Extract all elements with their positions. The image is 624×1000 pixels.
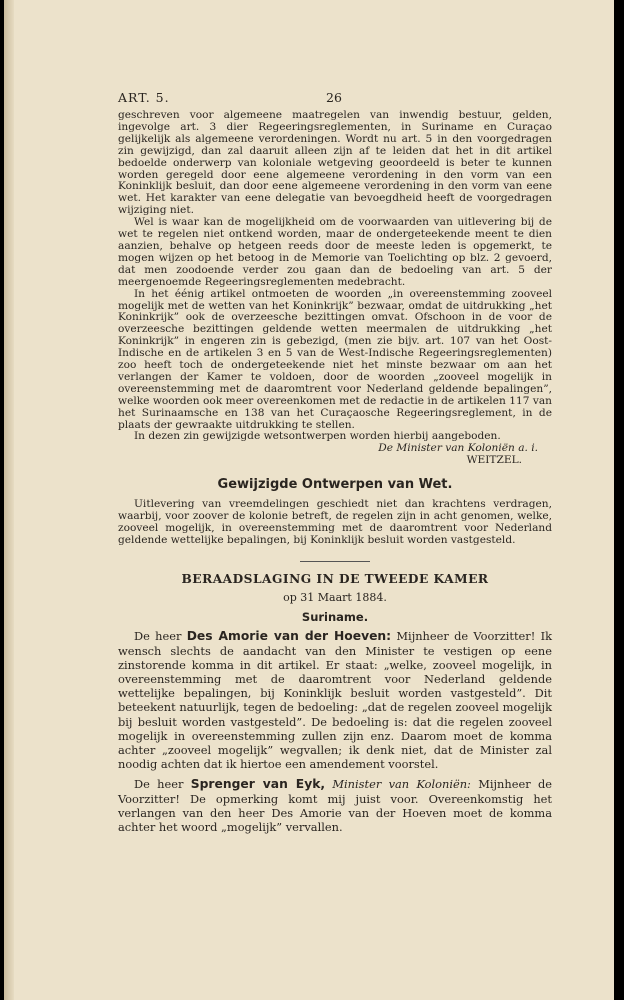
section-divider	[300, 561, 370, 562]
signature-name: WEITZEL.	[466, 454, 522, 467]
speech2-prefix: De heer	[134, 777, 191, 792]
paragraph-1: geschreven voor algemeene maatregelen van inwendig bestuur, gelden, ingevolge art. 3 dier Regeeringsreglementen, in Suriname en Curaçao gelijkelijk als algemeene verordeningen. Wordt nu art. 5 in den voorgedragen zin gewijzigd, dan zal daaruit alleen zijn af te leiden dat het in dit artikel bedoelde onderwerp van koloniale wetgeving geoordeeld is beter te kunnen worden geregeld door eene algemeene verordening in den vorm van een Koninklijk besluit, dan door eene algemeene verordening in den vorm van eene wet. Het karakter van eene delegatie van bevoegdheid heeft de voorgedragen wijziging niet.	[118, 109, 552, 217]
page-fold-shadow	[4, 0, 14, 1000]
signature-title: De Minister van Koloniën a. i.	[378, 442, 538, 455]
speech1-prefix: De heer	[134, 629, 187, 644]
amended-draft-text: Uitlevering van vreemdelingen geschiedt niet dan krachtens verdragen, waarbij, voor zoover de kolonie betreft, de regelen zijn in acht genomen, welke, zooveel mogelijk, in overeenstemming met de daaromtrent voor Nederland geldende wettelijke bepalingen, bij Koninklijk besluit worden vastgesteld.	[118, 498, 552, 546]
article-label: ART. 5.	[118, 90, 170, 105]
speech1-text: Mijnheer de Voorzitter! Ik wensch slechts de aandacht van den Minister te vestigen op eene zinstorende komma in dit artikel. Er staat: „welke, zooveel mogelijk, in overeenstemming met de daaromtrent voor Nederland geldende wettelijke bepalingen, bij Koninklijk besluit worden vastgesteld”. Dit beteekent natuurlijk, tegen de bedoeling: „dat de regelen zooveel mogelijk bij besluit worden vastgesteld”. De bedoeling is: dat die regelen zooveel mogelijk in overeenstemming zullen zijn enz. Daarom moet de komma achter „zooveel mogelijk” wegvallen; ik denk niet, dat de Minister zal noodig achten dat ik hiertoe een amendement voorstel.	[118, 629, 552, 772]
speaker-role: Minister van Koloniën:	[325, 777, 471, 792]
paragraph-4: In dezen zin gewijzigde wetsontwerpen worden hierbij aangeboden.	[134, 430, 501, 443]
section-heading-amended-drafts: Gewijzigde Ontwerpen van Wet.	[217, 477, 453, 493]
paragraph-2: Wel is waar kan de mogelijkheid om de voorwaarden van uitlevering bij de wet te regelen niet ontkend worden, maar de ondergeteekende meent te dien aanzien, behalve op hetgeen reeds door de meeste leden is opgemerkt, te mogen wijzen op het betoog in de Memorie van Toelichting op blz. 2 gevoerd, dat men zoodoende verder zou gaan dan de bedoeling van art. 5 der meergenoemde Regeeringsreglementen medebracht.	[118, 216, 552, 288]
speaker-des-amorie: Des Amorie van der Hoeven:	[186, 629, 392, 644]
paragraph-3: In het éénig artikel ontmoeten de woorden „in overeenstemming zooveel mogelijk met de wetten van het Koninkrijk” bezwaar, omdat de uitdrukking „het Koninkrijk” ook de overzeesche bezittingen omvat. Ofschoon in de voor de overzeesche bezittingen geldende wetten meermalen de uitdrukking „het Koninkrijk” in engeren zin is gebezigd, (men zie bijv. art. 107 van het Oost-Indische en de artikelen 3 en 5 van de West-Indische Regeeringsreglementen) zoo heeft toch de ondergeteekende niet het minste bezwaar om aan het verlangen der Kamer te voldoen, door de woorden „zooveel mogelijk in overeenstemming met de daaromtrent voor Nederland geldende bepalingen”, welke woorden ook meer overeenkomen met de redactie in de artikelen 117 van het Surinaamsche en 138 van het Curaçaosche Regeeringsreglement, in de plaats der gewraakte uitdrukking te stellen.	[118, 287, 552, 431]
speaker-sprenger-van-eyk: Sprenger van Eyk,	[190, 777, 326, 792]
deliberation-date: op 31 Maart 1884.	[283, 590, 387, 604]
page-number: 26	[326, 90, 342, 105]
subheading-suriname: Suriname.	[301, 609, 369, 624]
speech2-text: Mijnheer de Voorzitter! De opmerking komt mij juist voor. Overeenkomstig het verlangen van den heer Des Amorie van der Hoeven moet de komma achter het woord „mogelijk” vervallen.	[118, 777, 552, 835]
speech-des-amorie	[118, 629, 552, 771]
speech-sprenger-van-eyk	[118, 777, 552, 834]
section-heading-deliberation: BERAADSLAGING IN DE TWEEDE KAMER	[181, 571, 489, 586]
page-text	[118, 92, 552, 834]
running-header	[118, 92, 552, 110]
